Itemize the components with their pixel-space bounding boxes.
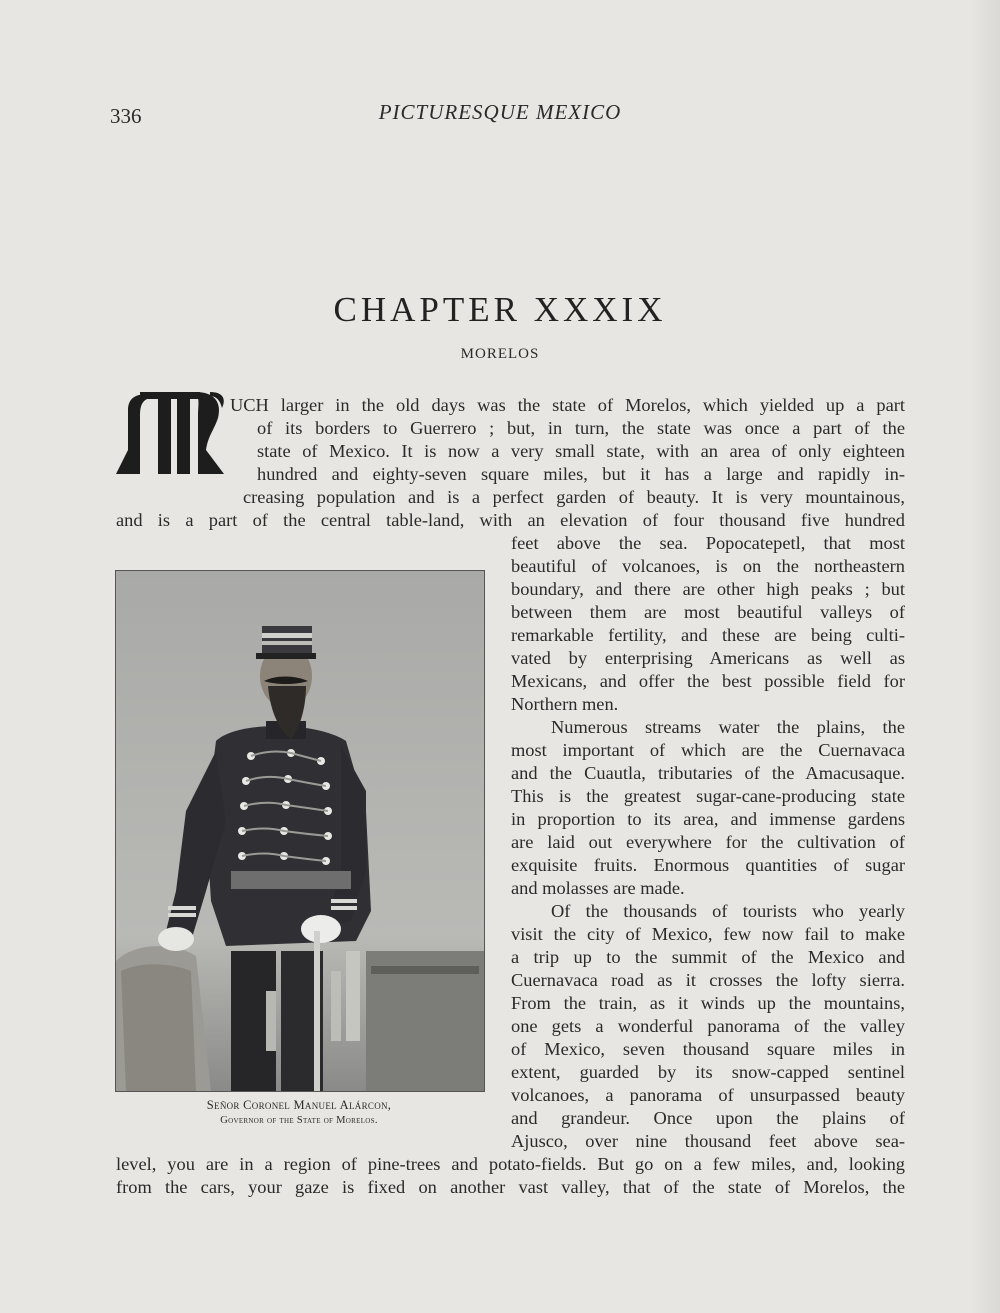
text-line: Northern men. — [511, 694, 619, 714]
text-line: UCH larger in the old days was the state of Morelos, which yielded up a part — [230, 395, 905, 415]
text-line: Ajusco, over nine thousand feet above sea- — [511, 1131, 905, 1151]
text-line: and grandeur. Once upon the plains of — [511, 1108, 905, 1128]
chapter-title: CHAPTER XXXIX — [333, 290, 667, 329]
text-line: exquisite fruits. Enormous quantities of sugar — [511, 855, 905, 875]
page-number: 336 — [110, 104, 142, 128]
text-line: remarkable fertility, and these are being culti- — [511, 625, 905, 645]
text-line: and molasses are made. — [511, 878, 685, 898]
text-line: and is a part of the central table-land, with an elevation of four thousand five hundred — [116, 510, 905, 530]
portrait-photograph — [115, 570, 485, 1092]
text-line: feet above the sea. Popocatepetl, that most — [511, 533, 905, 553]
text-line: hundred and eighty-seven square miles, but it has a large and rapidly in- — [257, 464, 905, 484]
text-line: This is the greatest sugar-cane-producing state — [511, 786, 905, 806]
text-line: Of the thousands of tourists who yearly — [551, 901, 905, 921]
text-line: volcanoes, a panorama of unsurpassed beauty — [511, 1085, 905, 1105]
text-line: From the train, as it winds up the mountains, — [511, 993, 905, 1013]
text-line: vated by enterprising Americans as well as — [511, 648, 905, 668]
figure-caption-name: Señor Coronel Manuel Alárcon, — [206, 1098, 392, 1112]
text-line: visit the city of Mexico, few now fail to make — [511, 924, 905, 944]
running-title: PICTURESQUE MEXICO — [378, 100, 622, 124]
text-line: most important of which are the Cuernavaca — [511, 740, 905, 760]
text-line: state of Mexico. It is now a very small state, with an area of only eighteen — [257, 441, 905, 461]
text-line: in proportion to its area, and immense gardens — [511, 809, 905, 829]
text-line: boundary, and there are other high peaks ; but — [511, 579, 905, 599]
text-line: are laid out everywhere for the cultivation of — [511, 832, 905, 852]
text-line: Mexicans, and offer the best possible field for — [511, 671, 905, 691]
text-line: of Mexico, seven thousand square miles in — [511, 1039, 905, 1059]
chapter-subtitle: MORELOS — [460, 346, 540, 362]
text-line: one gets a wonderful panorama of the valley — [511, 1016, 905, 1036]
text-line: level, you are in a region of pine-trees and potato-fields. But go on a few miles, and, looking — [116, 1154, 905, 1174]
text-line: Cuernavaca road as it crosses the lofty sierra. — [511, 970, 905, 990]
text-line: a trip up to the summit of the Mexico and — [511, 947, 905, 967]
text-line: between them are most beautiful valleys of — [511, 602, 905, 622]
text-line: from the cars, your gaze is fixed on another vast valley, that of the state of Morelos, the — [116, 1177, 905, 1197]
text-line: extent, guarded by its snow-capped sentinel — [511, 1062, 905, 1082]
figure-caption-title: Governor of the State of Morelos. — [220, 1115, 378, 1126]
text-line: and the Cuautla, tributaries of the Amacusaque. — [511, 763, 905, 783]
text-line: creasing population and is a perfect garden of beauty. It is very mountainous, — [243, 487, 905, 507]
text-line: beautiful of volcanoes, is on the northeastern — [511, 556, 905, 576]
text-line: of its borders to Guerrero ; but, in turn, the state was once a part of the — [257, 418, 905, 438]
text-line: Numerous streams water the plains, the — [551, 717, 905, 737]
